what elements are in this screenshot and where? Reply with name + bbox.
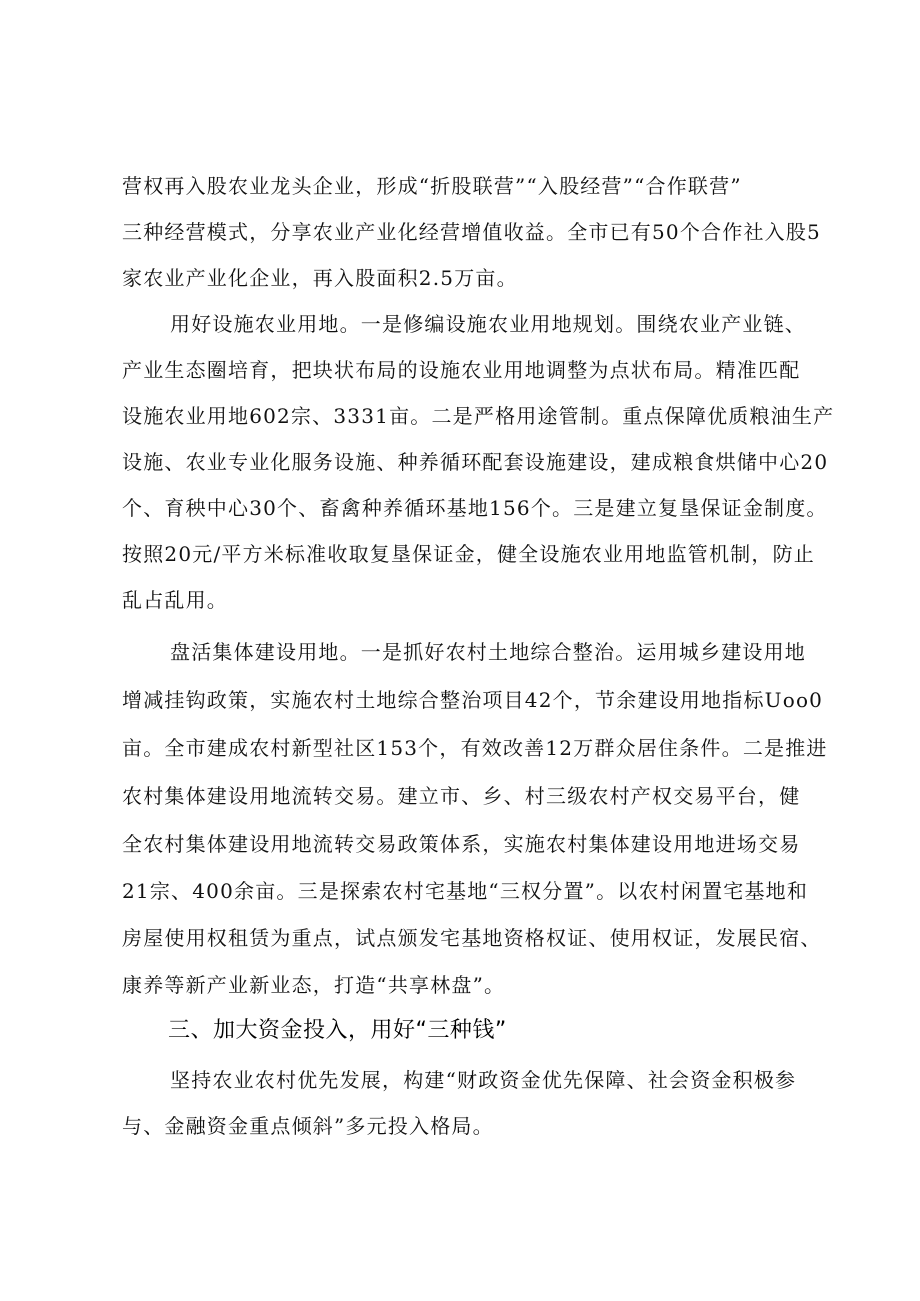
paragraph-3-line-4: 农村集体建设用地流转交易。建立市、乡、村三级农村产权交易平台，健 (122, 784, 801, 808)
section-heading-3: 三、加大资金投入，用好“三种钱” (168, 1018, 507, 1043)
paragraph-3-line-6: 21宗、400余亩。三是探索农村宅基地“三权分置”。以农村闲置宅基地和 (122, 879, 809, 903)
paragraph-2-line-3: 设施农业用地602宗、3331亩。二是严格用途管制。重点保障优质粮油生产 (122, 404, 835, 428)
paragraph-2-line-2: 产业生态圈培育，把块状布局的设施农业用地调整为点状布局。精准匹配 (122, 358, 801, 382)
paragraph-3-line-1: 盘活集体建设用地。一是抓好农村土地综合整治。运用城乡建设用地 (170, 640, 806, 664)
paragraph-1-line-1: 营权再入股农业龙头企业，形成“折股联营”“入股经营”“合作联营” (122, 174, 742, 198)
paragraph-2-line-6: 按照20元/平方米标准收取复垦保证金，健全设施农业用地监管机制，防止 (122, 542, 815, 566)
paragraph-2-line-5: 个、育秧中心30个、畜禽种养循环基地156个。三是建立复垦保证金制度。 (122, 496, 828, 520)
paragraph-2-line-1: 用好设施农业用地。一是修编设施农业用地规划。围绕农业产业链、 (170, 312, 806, 336)
paragraph-4-line-2: 与、金融资金重点倾斜”多元投入格局。 (122, 1114, 494, 1138)
paragraph-3-line-8: 康养等新产业新业态，打造“共享林盘”。 (122, 973, 506, 997)
paragraph-2-line-7: 乱占乱用。 (122, 588, 228, 612)
paragraph-4-line-1: 坚持农业农村优先发展，构建“财政资金优先保障、社会资金积极参 (170, 1068, 797, 1092)
paragraph-3-line-3: 亩。全市建成农村新型社区153个，有效改善12万群众居住条件。二是推进 (122, 736, 828, 760)
paragraph-3-line-2: 增减挂钩政策，实施农村土地综合整治项目42个，节余建设用地指标Uoo0 (122, 688, 824, 712)
paragraph-3-line-5: 全农村集体建设用地流转交易政策体系，实施农村集体建设用地进场交易 (122, 832, 801, 856)
paragraph-3-line-7: 房屋使用权租赁为重点，试点颁发宅基地资格权证、使用权证，发展民宿、 (122, 926, 822, 950)
paragraph-2-line-4: 设施、农业专业化服务设施、种养循环配套设施建设，建成粮食烘储中心20 (122, 450, 829, 474)
paragraph-1-line-3: 家农业产业化企业，再入股面积2.5万亩。 (122, 266, 518, 290)
paragraph-1-line-2: 三种经营模式，分享农业产业化经营增值收益。全市已有50个合作社入股5 (122, 220, 821, 244)
